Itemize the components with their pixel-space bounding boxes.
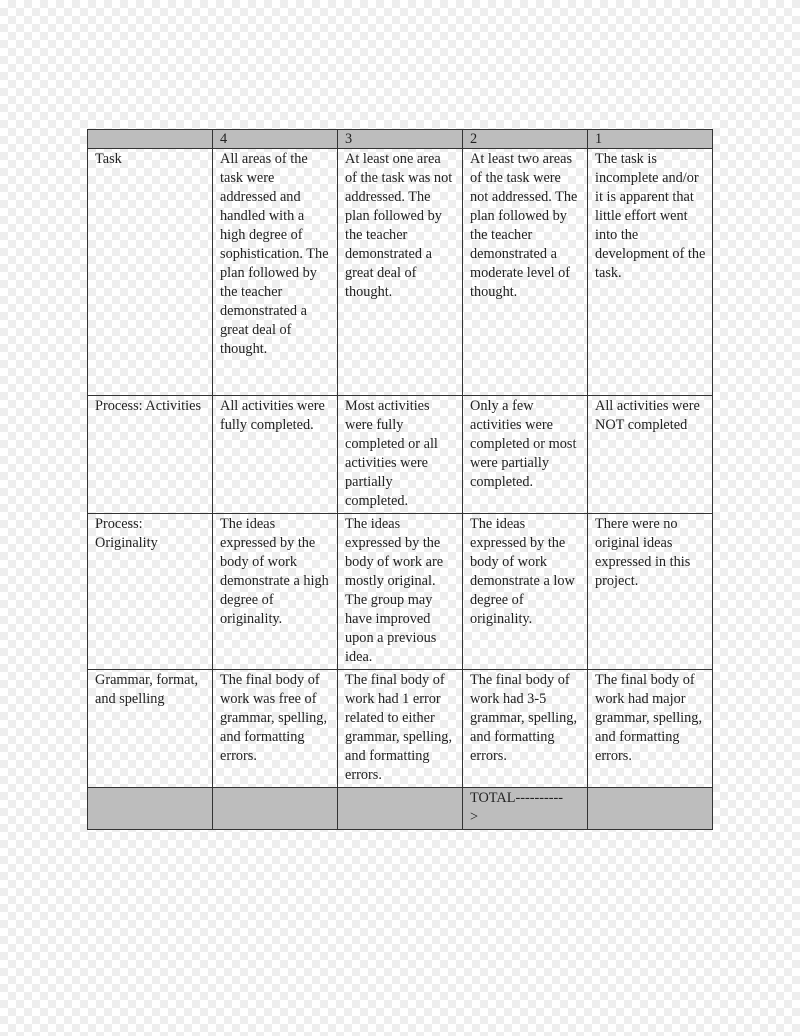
footer-cell-blank-3 [338,788,463,830]
header-cell-score-4: 4 [213,130,338,149]
task-score-4: All areas of the task were addressed and handled with a high degree of sophistication. The plan followed by the teacher demonstrated a great deal of thought. [213,149,338,396]
header-cell-blank [88,130,213,149]
task-score-1: The task is incomplete and/or it is apparent that little effort went into the development of the task. [588,149,713,396]
total-label: TOTAL---------- > [463,788,588,830]
task-score-2: At least two areas of the task were not addressed. The plan followed by the teacher demonstrated a moderate level of thought. [463,149,588,396]
grammar-score-3: The final body of work had 1 error related to either grammar, spelling, and formatting errors. [338,670,463,788]
grammar-score-2: The final body of work had 3-5 grammar, spelling, and formatting errors. [463,670,588,788]
activities-score-1: All activities were NOT completed [588,396,713,514]
table-row-originality [88,514,713,670]
header-row [88,130,713,149]
activities-score-4: All activities were fully completed. [213,396,338,514]
grammar-score-4: The final body of work was free of grammar, spelling, and formatting errors. [213,670,338,788]
header-cell-score-3: 3 [338,130,463,149]
criterion-grammar: Grammar, format, and spelling [88,670,213,788]
task-score-3: At least one area of the task was not addressed. The plan followed by the teacher demonstrated a great deal of thought. [338,149,463,396]
criterion-task: Task [88,149,213,396]
originality-score-1: There were no original ideas expressed in this project. [588,514,713,670]
criterion-originality: Process: Originality [88,514,213,670]
activities-score-2: Only a few activities were completed or most were partially completed. [463,396,588,514]
table-row-task [88,149,713,396]
table-row-activities [88,396,713,514]
activities-score-3: Most activities were fully completed or all activities were partially completed. [338,396,463,514]
originality-score-3: The ideas expressed by the body of work are mostly original. The group may have improved upon a previous idea. [338,514,463,670]
originality-score-4: The ideas expressed by the body of work demonstrate a high degree of originality. [213,514,338,670]
table-row-grammar [88,670,713,788]
footer-cell-blank-2 [213,788,338,830]
header-cell-score-1: 1 [588,130,713,149]
footer-cell-blank-1 [88,788,213,830]
header-cell-score-2: 2 [463,130,588,149]
criterion-activities: Process: Activities [88,396,213,514]
total-value-cell [588,788,713,830]
originality-score-2: The ideas expressed by the body of work demonstrate a low degree of originality. [463,514,588,670]
footer-row [88,788,713,830]
rubric-table [87,129,713,830]
grammar-score-1: The final body of work had major grammar, spelling, and formatting errors. [588,670,713,788]
